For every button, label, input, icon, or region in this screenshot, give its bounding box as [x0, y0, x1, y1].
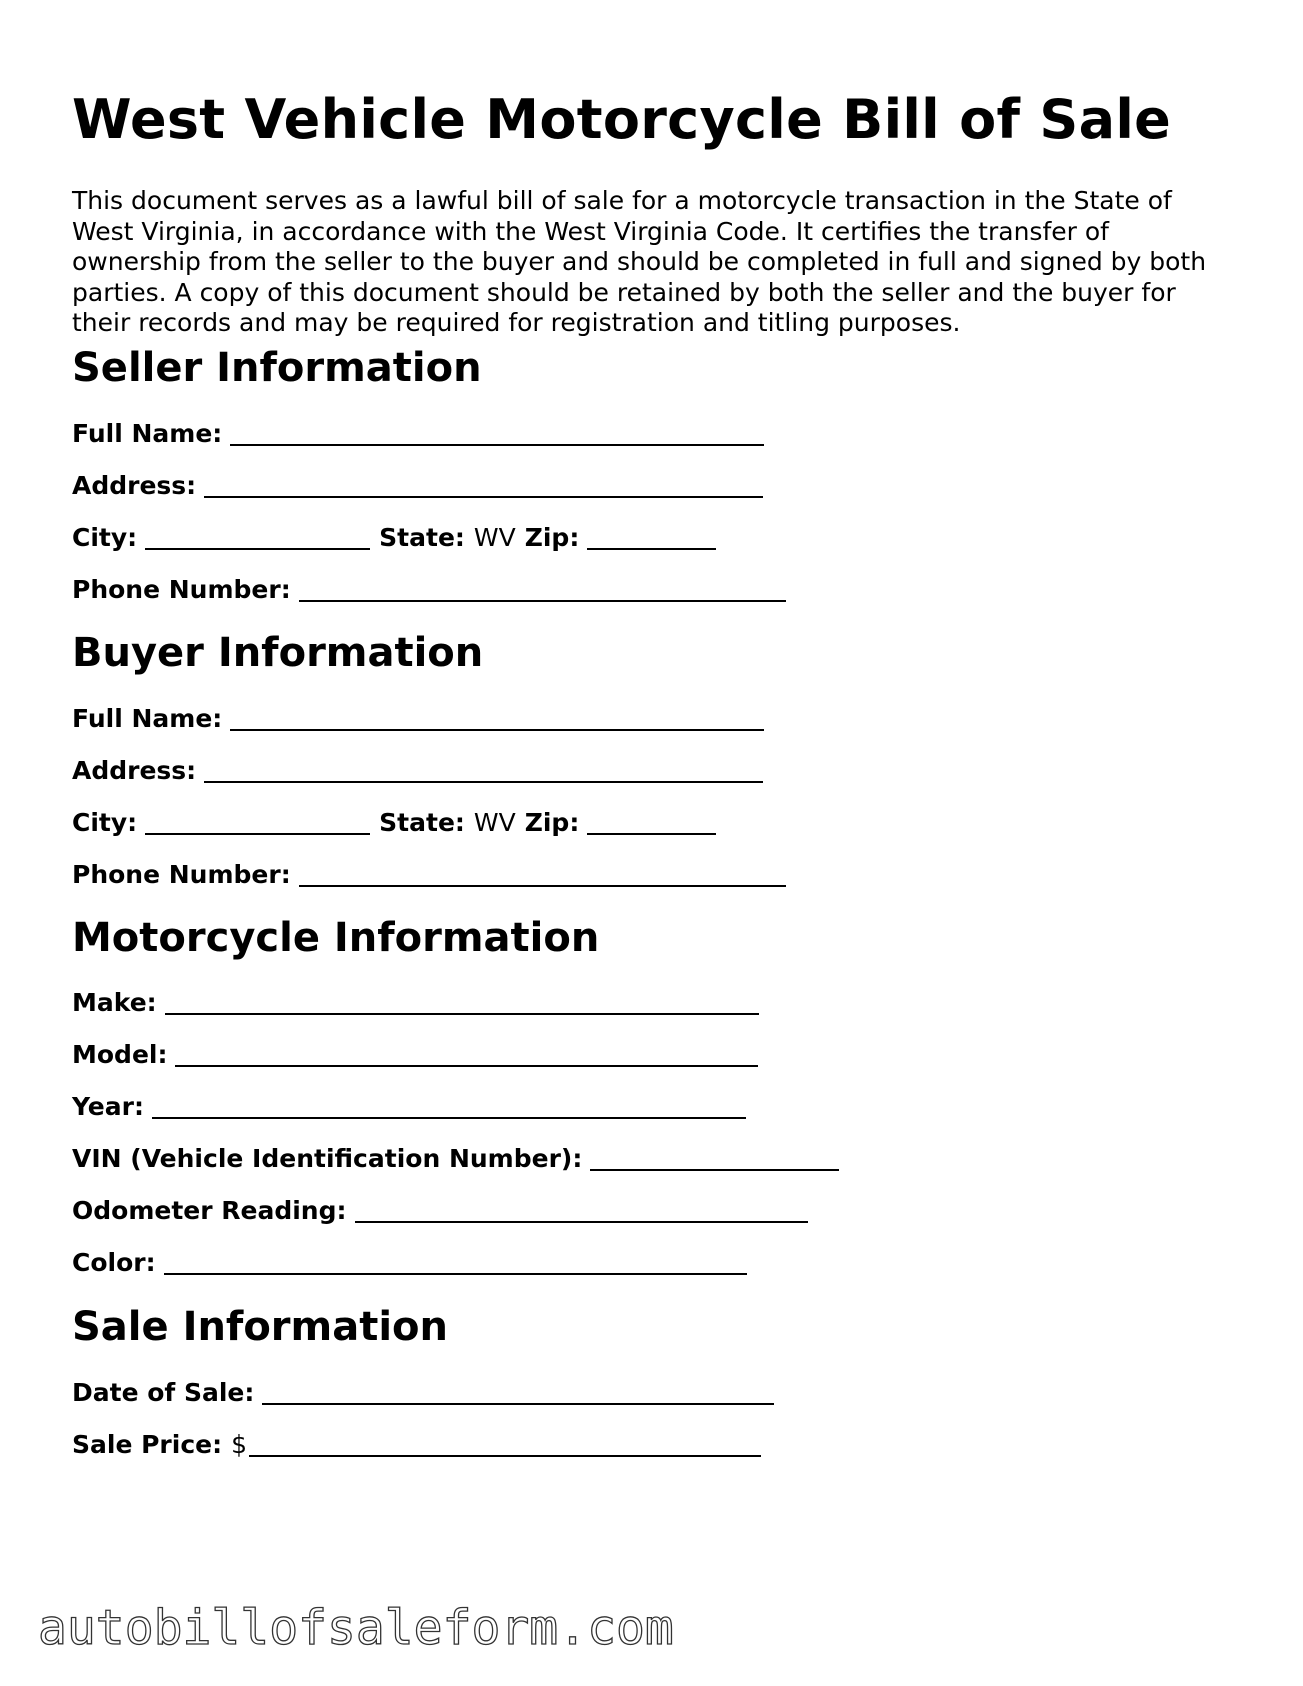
color-field[interactable] — [164, 1249, 747, 1275]
odometer-label: Odometer Reading: — [72, 1196, 347, 1225]
make-field[interactable] — [165, 989, 759, 1015]
seller-phone-label: Phone Number: — [72, 575, 291, 604]
make-label: Make: — [72, 988, 157, 1017]
sale-price-row — [72, 1425, 761, 1459]
odometer-row — [72, 1191, 808, 1225]
seller-address-row — [72, 466, 763, 500]
seller-full-name-label: Full Name: — [72, 419, 223, 448]
model-field[interactable] — [175, 1041, 758, 1067]
seller-city-field[interactable] — [145, 524, 370, 550]
seller-city-row — [72, 518, 716, 552]
motorcycle-heading: Motorcycle Information — [72, 915, 600, 961]
buyer-zip-field[interactable] — [587, 809, 716, 835]
buyer-city-field[interactable] — [145, 809, 370, 835]
seller-heading: Seller Information — [72, 345, 482, 391]
buyer-phone-label: Phone Number: — [72, 860, 291, 889]
buyer-heading: Buyer Information — [72, 630, 484, 676]
buyer-address-field[interactable] — [204, 757, 763, 783]
seller-zip-label: Zip: — [524, 523, 580, 552]
seller-address-field[interactable] — [204, 472, 763, 498]
vin-row — [72, 1139, 839, 1173]
buyer-full-name-field[interactable] — [230, 705, 764, 731]
vin-field[interactable] — [590, 1145, 839, 1171]
seller-full-name-field[interactable] — [230, 420, 764, 446]
color-label: Color: — [72, 1248, 156, 1277]
make-row — [72, 983, 759, 1017]
sale-price-label: Sale Price: — [72, 1430, 223, 1459]
sale-price-field[interactable] — [249, 1431, 761, 1457]
watermark-text: autobillofsaleform.com — [38, 1600, 674, 1656]
buyer-state-label: State: — [379, 808, 465, 837]
currency-symbol: $ — [231, 1430, 248, 1459]
buyer-city-row — [72, 803, 716, 837]
seller-phone-field[interactable] — [299, 576, 786, 602]
buyer-address-row — [72, 751, 763, 785]
date-of-sale-field[interactable] — [262, 1379, 774, 1405]
buyer-zip-label: Zip: — [524, 808, 580, 837]
buyer-full-name-row — [72, 699, 764, 733]
buyer-phone-field[interactable] — [299, 861, 786, 887]
seller-state-value: WV — [473, 523, 516, 552]
model-label: Model: — [72, 1040, 168, 1069]
seller-full-name-row — [72, 414, 764, 448]
year-label: Year: — [72, 1092, 144, 1121]
document-title: West Vehicle Motorcycle Bill of Sale — [72, 88, 1172, 151]
date-of-sale-label: Date of Sale: — [72, 1378, 255, 1407]
buyer-address-label: Address: — [72, 756, 197, 785]
date-of-sale-row — [72, 1373, 774, 1407]
seller-zip-field[interactable] — [587, 524, 716, 550]
sale-heading: Sale Information — [72, 1304, 448, 1350]
buyer-state-value: WV — [473, 808, 516, 837]
intro-paragraph: This document serves as a lawful bill of sale for a motorcycle transaction in the State of West Virginia, in accordance with the West Virginia Code. It certifies the transfer of ownership from the seller to the buyer and should be completed in full and signed by both parties. A copy of this document should be retained by both the seller and the buyer for their records and may be required for registration and titling purposes. — [72, 186, 1207, 337]
model-row — [72, 1035, 758, 1069]
vin-label: VIN (Vehicle Identification Number): — [72, 1144, 583, 1173]
seller-city-label: City: — [72, 523, 138, 552]
color-row — [72, 1243, 747, 1277]
seller-address-label: Address: — [72, 471, 197, 500]
buyer-full-name-label: Full Name: — [72, 704, 223, 733]
seller-phone-row — [72, 570, 786, 604]
buyer-city-label: City: — [72, 808, 138, 837]
odometer-field[interactable] — [355, 1197, 808, 1223]
year-field[interactable] — [152, 1093, 746, 1119]
year-row — [72, 1087, 746, 1121]
seller-state-label: State: — [379, 523, 465, 552]
buyer-phone-row — [72, 855, 786, 889]
